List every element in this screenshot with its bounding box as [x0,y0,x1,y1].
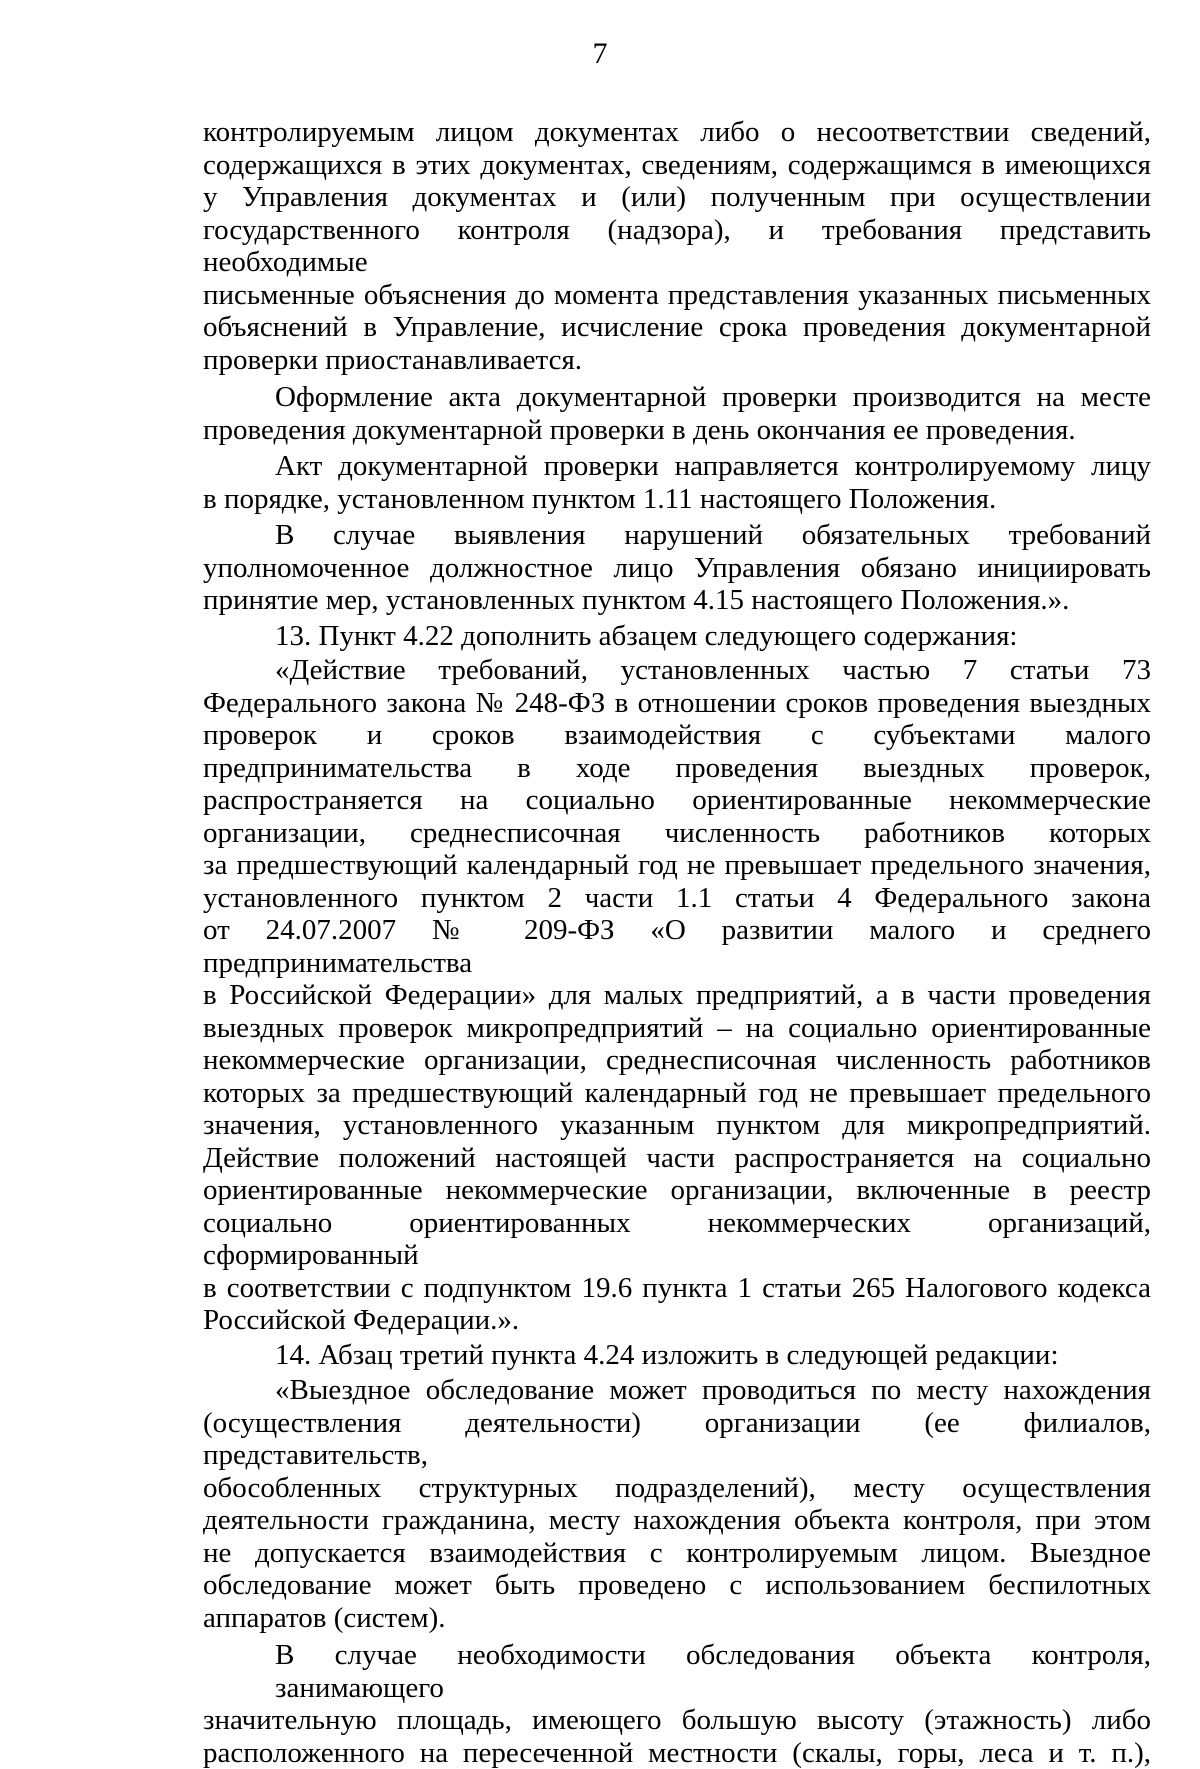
text-line: которых за предшествующий календарный год не превышает предельного [203,1077,1151,1110]
text-line: распространяется на социально ориентированные некоммерческие [203,784,1151,817]
text-line: Действие положений настоящей части распространяется на социально [203,1142,1151,1175]
text-line: Оформление акта документарной проверки производится на месте [203,381,1151,414]
text-line: проверок и сроков взаимодействия с субъектами малого [203,719,1151,752]
text-line: у Управления документах и (или) полученным при осуществлении [203,181,1151,214]
paragraph-p2 [203,381,1151,446]
text-line: предпринимательства в ходе проведения выездных проверок, [203,752,1151,785]
text-line: значительную площадь, имеющего большую высоту (этажность) либо [203,1704,1151,1737]
text-line: деятельности гражданина, месту нахождения объекта контроля, при этом [203,1504,1151,1537]
text-line: объяснений в Управление, исчисление срока проведения документарной [203,311,1151,344]
text-line: В случае необходимости обследования объекта контроля, занимающего [203,1639,1151,1704]
text-line: содержащихся в этих документах, сведениям, содержащимся в имеющихся [203,149,1151,182]
text-line: расположенного на пересеченной местности (скалы, горы, леса и т. п.), [203,1737,1151,1769]
text-line: контролируемым лицом документах либо о несоответствии сведений, [203,116,1151,149]
text-line: некоммерческие организации, среднесписочная численность работников [203,1044,1151,1077]
text-line: письменные объяснения до момента представления указанных письменных [203,279,1151,312]
paragraph-p3 [203,450,1151,515]
paragraph-p5 [203,620,1151,653]
paragraph-p9 [203,1639,1151,1769]
text-line: не допускается взаимодействия с контролируемым лицом. Выездное [203,1537,1151,1570]
text-line: за предшествующий календарный год не превышает предельного значения, [203,849,1151,882]
text-line: от 24.07.2007 № 209-ФЗ «О развитии малого и среднего предпринимательства [203,914,1151,979]
text-line: «Выездное обследование может проводиться по месту нахождения [203,1374,1151,1407]
text-line: обособленных структурных подразделений), месту осуществления [203,1472,1151,1505]
text-line: установленного пунктом 2 части 1.1 статьи 4 Федерального закона [203,882,1151,915]
text-line: 13. Пункт 4.22 дополнить абзацем следующего содержания: [203,620,1151,653]
text-line: 14. Абзац третий пункта 4.24 изложить в следующей редакции: [203,1339,1151,1372]
body-text [203,116,1151,1769]
text-line: Российской Федерации.». [203,1304,1151,1337]
text-line: принятие мер, установленных пунктом 4.15 настоящего Положения.». [203,584,1151,617]
paragraph-p7 [203,1339,1151,1372]
text-line: Акт документарной проверки направляется контролируемому лицу [203,450,1151,483]
paragraph-p4 [203,519,1151,617]
paragraph-p6 [203,654,1151,1337]
text-line: В случае выявления нарушений обязательных требований [203,519,1151,552]
text-line: проверки приостанавливается. [203,344,1151,377]
text-line: (осуществления деятельности) организации (ее филиалов, представительств, [203,1407,1151,1472]
text-line: аппаратов (систем). [203,1602,1151,1635]
text-line: в соответствии с подпунктом 19.6 пункта 1 статьи 265 Налогового кодекса [203,1272,1151,1305]
text-line: «Действие требований, установленных частью 7 статьи 73 [203,654,1151,687]
text-line: выездных проверок микропредприятий – на социально ориентированные [203,1012,1151,1045]
text-line: проведения документарной проверки в день окончания ее проведения. [203,414,1151,447]
text-line: государственного контроля (надзора), и требования представить необходимые [203,214,1151,279]
text-line: Федерального закона № 248-ФЗ в отношении сроков проведения выездных [203,687,1151,720]
text-line: ориентированные некоммерческие организации, включенные в реестр [203,1174,1151,1207]
text-line: уполномоченное должностное лицо Управления обязано инициировать [203,552,1151,585]
text-line: организации, среднесписочная численность работников которых [203,817,1151,850]
text-line: значения, установленного указанным пунктом для микропредприятий. [203,1109,1151,1142]
page-number: 7 [0,36,1200,72]
paragraph-p1 [203,116,1151,376]
text-line: обследование может быть проведено с использованием беспилотных [203,1569,1151,1602]
text-line: в Российской Федерации» для малых предприятий, а в части проведения [203,979,1151,1012]
text-line: социально ориентированных некоммерческих организаций, сформированный [203,1207,1151,1272]
paragraph-p8 [203,1374,1151,1634]
text-line: в порядке, установленном пунктом 1.11 настоящего Положения. [203,483,1151,516]
